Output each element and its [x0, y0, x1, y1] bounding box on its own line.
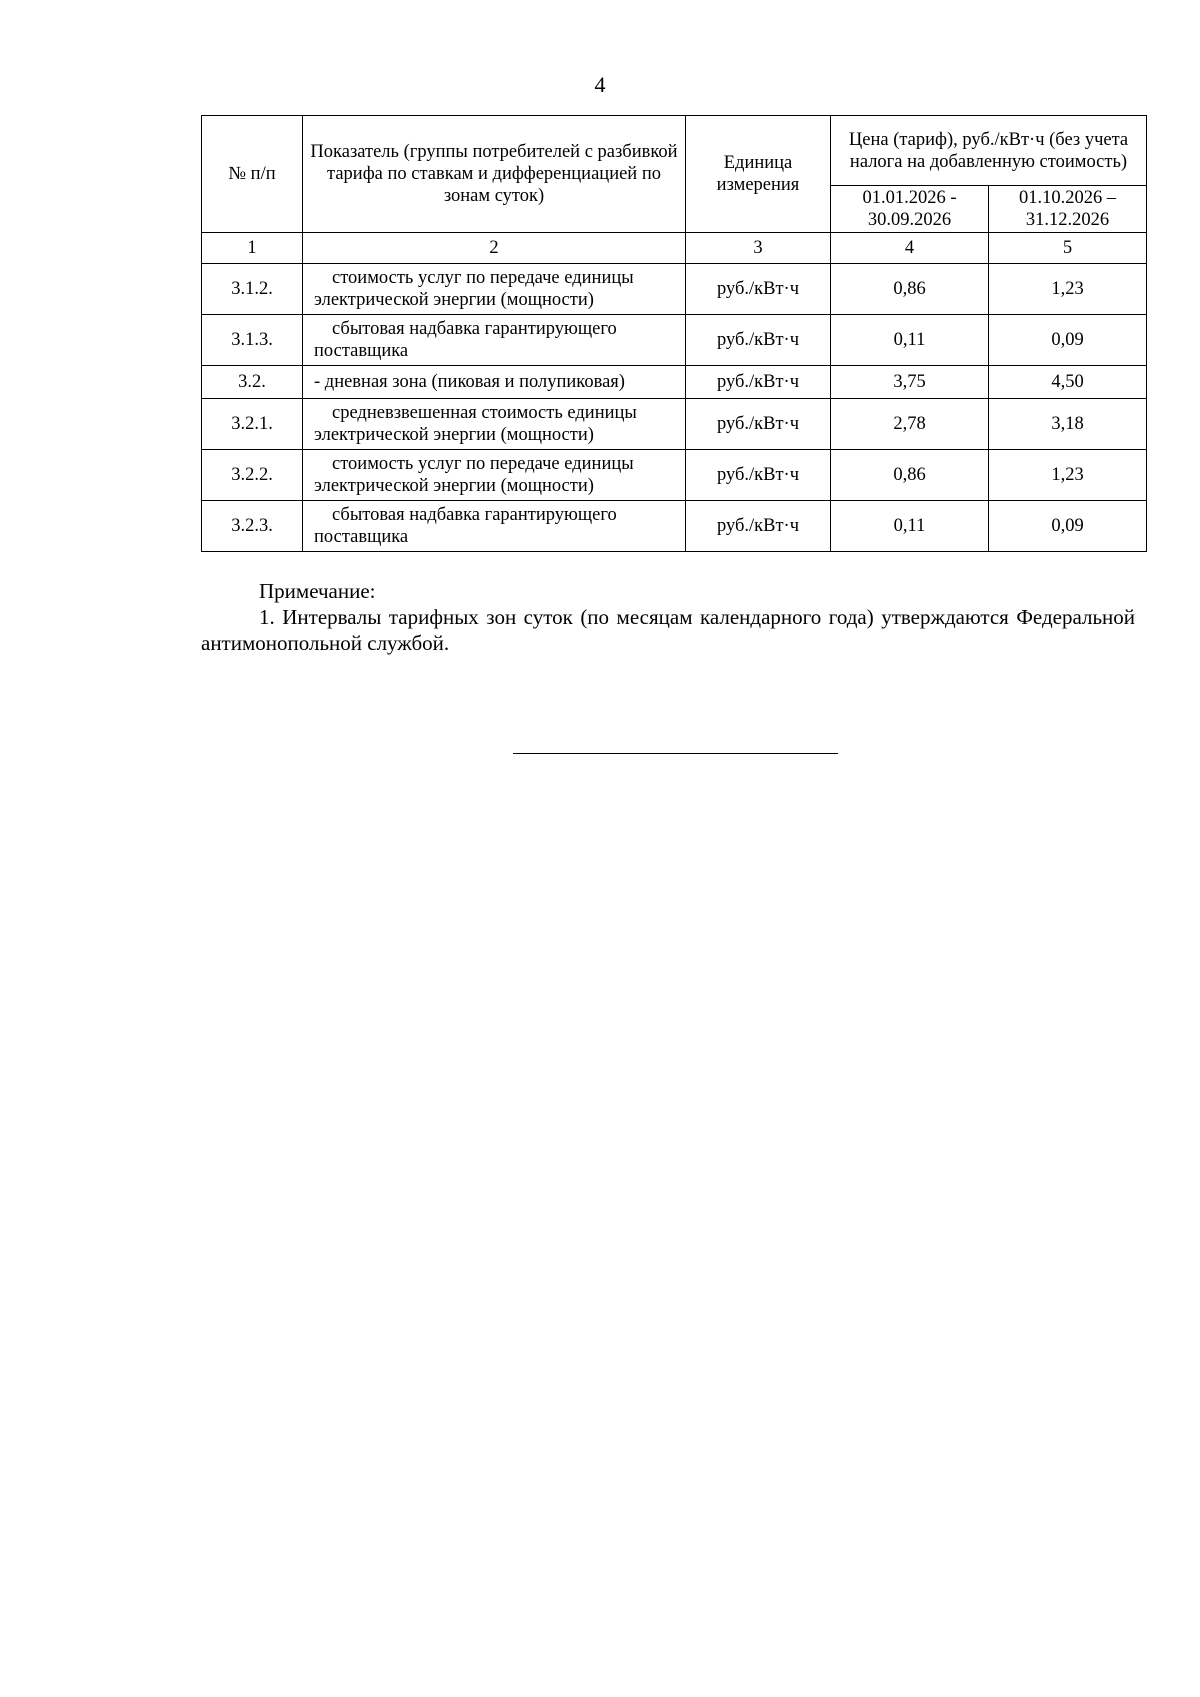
- row-value-period-2: 1,23: [989, 264, 1147, 315]
- row-value-period-2: 0,09: [989, 315, 1147, 366]
- row-number: 3.1.2.: [202, 264, 303, 315]
- row-number: 3.2.2.: [202, 450, 303, 501]
- row-value-period-1: 0,86: [831, 264, 989, 315]
- row-unit: руб./кВт·ч: [686, 264, 831, 315]
- note: [201, 578, 1135, 656]
- row-value-period-1: 0,86: [831, 450, 989, 501]
- table-row: [202, 315, 1147, 366]
- column-number-row: [202, 233, 1147, 264]
- row-unit: руб./кВт·ч: [686, 366, 831, 399]
- table-row: [202, 264, 1147, 315]
- row-indicator-line-1: - дневная зона (пиковая и полупиковая): [314, 372, 625, 392]
- row-indicator-line-1: сбытовая надбавка гарантирующего: [332, 505, 617, 525]
- row-value-period-1: 0,11: [831, 501, 989, 552]
- row-indicator: [303, 399, 686, 450]
- row-value-period-1: 3,75: [831, 366, 989, 399]
- row-indicator-line-2: поставщика: [314, 527, 409, 547]
- column-number: 1: [202, 233, 303, 264]
- row-unit: руб./кВт·ч: [686, 501, 831, 552]
- row-indicator: [303, 264, 686, 315]
- row-number: 3.2.: [202, 366, 303, 399]
- row-value-period-1: 2,78: [831, 399, 989, 450]
- row-indicator: [303, 366, 686, 399]
- row-unit: руб./кВт·ч: [686, 399, 831, 450]
- header-period-1: 01.01.2026 - 30.09.2026: [831, 186, 989, 233]
- row-indicator-line-2: поставщика: [314, 341, 409, 361]
- table-row: [202, 399, 1147, 450]
- row-indicator-line-2: электрической энергии (мощности): [314, 476, 594, 496]
- table-row: [202, 366, 1147, 399]
- row-value-period-2: 1,23: [989, 450, 1147, 501]
- row-value-period-2: 4,50: [989, 366, 1147, 399]
- column-number: 4: [831, 233, 989, 264]
- table-row: [202, 450, 1147, 501]
- row-indicator-line-1: средневзвешенная стоимость единицы: [332, 403, 637, 423]
- table-row: [202, 501, 1147, 552]
- row-indicator: [303, 450, 686, 501]
- row-indicator-line-2: электрической энергии (мощности): [314, 290, 594, 310]
- page-number: 4: [594, 72, 606, 97]
- row-indicator: [303, 315, 686, 366]
- row-number: 3.1.3.: [202, 315, 303, 366]
- header-price: Цена (тариф), руб./кВт·ч (без учета налога на добавленную стоимость): [831, 116, 1147, 186]
- row-indicator-line-2: электрической энергии (мощности): [314, 425, 594, 445]
- row-unit: руб./кВт·ч: [686, 315, 831, 366]
- row-value-period-2: 3,18: [989, 399, 1147, 450]
- row-indicator-line-1: сбытовая надбавка гарантирующего: [332, 319, 617, 339]
- row-indicator: [303, 501, 686, 552]
- header-number: № п/п: [202, 116, 303, 233]
- document-end-divider: [513, 753, 838, 754]
- row-value-period-2: 0,09: [989, 501, 1147, 552]
- header-period-2: 01.10.2026 – 31.12.2026: [989, 186, 1147, 233]
- column-number: 3: [686, 233, 831, 264]
- header-indicator: Показатель (группы потребителей с разбивкой тарифа по ставкам и дифференциацией по зонам суток): [303, 116, 686, 233]
- row-indicator-line-1: стоимость услуг по передаче единицы: [332, 454, 634, 474]
- note-text: 1. Интервалы тарифных зон суток (по месяцам календарного года) утверждаются Федеральной антимонопольной службой.: [201, 605, 1135, 655]
- row-indicator-line-1: стоимость услуг по передаче единицы: [332, 268, 634, 288]
- column-number: 2: [303, 233, 686, 264]
- tariff-table: [201, 115, 1147, 552]
- column-number: 5: [989, 233, 1147, 264]
- row-number: 3.2.3.: [202, 501, 303, 552]
- header-unit: Единица измерения: [686, 116, 831, 233]
- row-unit: руб./кВт·ч: [686, 450, 831, 501]
- table-header-row: [202, 116, 1147, 186]
- row-number: 3.2.1.: [202, 399, 303, 450]
- row-value-period-1: 0,11: [831, 315, 989, 366]
- note-title: Примечание:: [259, 579, 376, 603]
